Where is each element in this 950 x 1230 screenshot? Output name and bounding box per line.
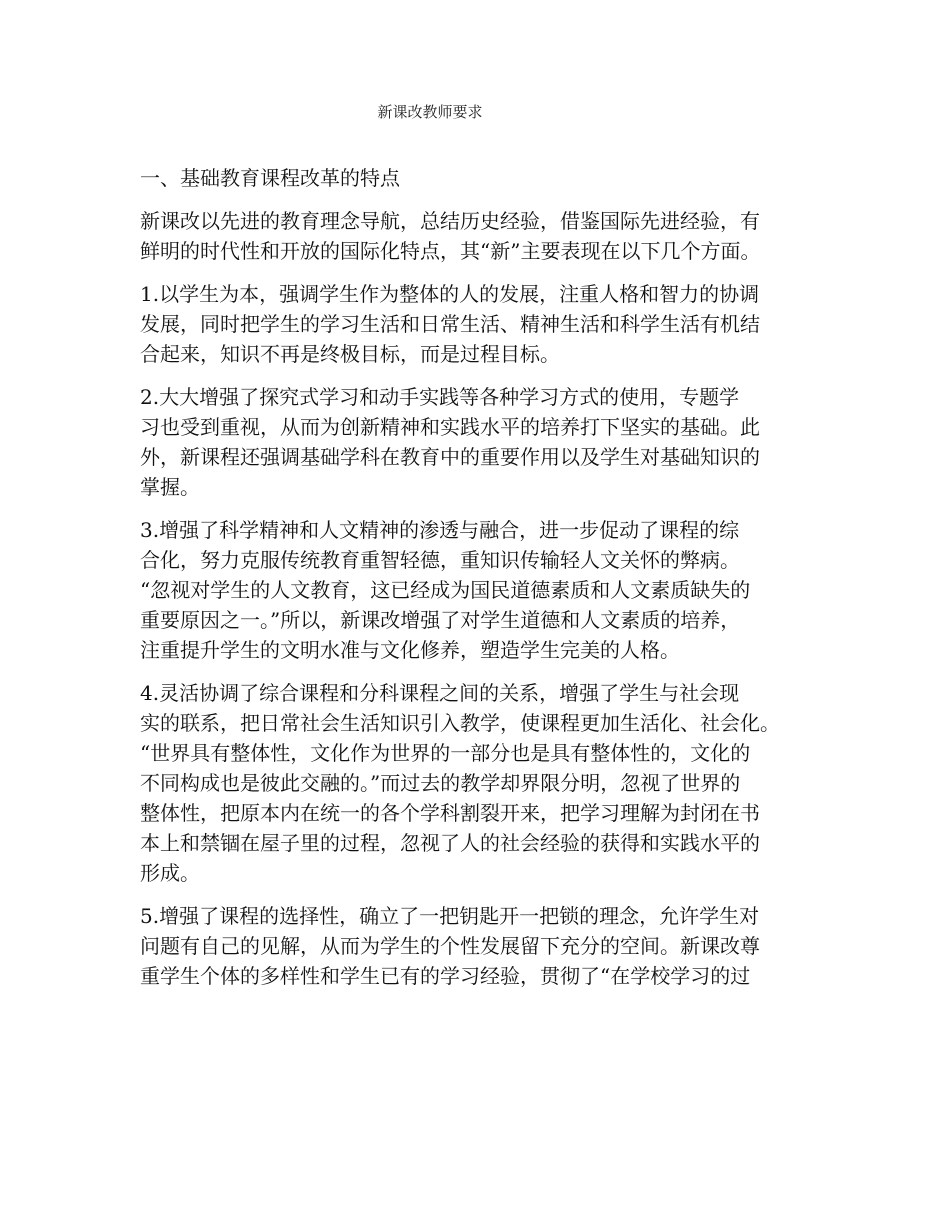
paragraph-line: 重要原因之一。”所以，新课改增强了对学生道德和人文素质的培养，: [140, 608, 741, 632]
paragraph-line: 问题有自己的见解，从而为学生的个性发展留下充分的空间。新课改尊: [140, 934, 760, 958]
paragraph-line: 掌握。: [140, 475, 200, 499]
paragraph-line: 本上和禁锢在屋子里的过程，忽视了人的社会经验的获得和实践水平的: [140, 831, 760, 855]
paragraph-line: 鲜明的时代性和开放的国际化特点，其“新”主要表现在以下几个方面。: [140, 239, 761, 263]
paragraph-line: 实的联系，把日常社会生活知识引入教学，使课程更加生活化、社会化。: [140, 711, 780, 735]
paragraph-line: 不同构成也是彼此交融的。”而过去的教学却界限分明，忽视了世界的: [140, 771, 741, 795]
paragraph-line: 习也受到重视，从而为创新精神和实践水平的培养打下坚实的基础。此: [140, 415, 760, 439]
paragraph-line: 形成。: [140, 861, 200, 885]
paragraph-point-4: [140, 678, 830, 888]
paragraph-intro: [140, 206, 830, 266]
paragraph-point-5: [140, 901, 830, 991]
paragraph-line: 3.增强了科学精神和人文精神的渗透与融合，进一步促动了课程的综: [140, 518, 740, 542]
paragraph-line: 重学生个体的多样性和学生已有的学习经验，贯彻了“在学校学习的过: [140, 964, 751, 988]
paragraph-point-2: [140, 382, 830, 502]
paragraph-line: 注重提升学生的文明水准与文化修养，塑造学生完美的人格。: [140, 638, 680, 662]
section-heading: 一、基础教育课程改革的特点: [140, 166, 400, 190]
paragraph-line: 4.灵活协调了综合课程和分科课程之间的关系，增强了学生与社会现: [140, 681, 740, 705]
paragraph-line: 发展，同时把学生的学习生活和日常生活、精神生活和科学生活有机结: [140, 312, 760, 336]
document-title: 新课改教师要求: [377, 103, 483, 121]
paragraph-line: 合起来，知识不再是终极目标，而是过程目标。: [140, 342, 560, 366]
paragraph-line: 新课改以先进的教育理念导航，总结历史经验，借鉴国际先进经验，有: [140, 209, 760, 233]
paragraph-line: 5.增强了课程的选择性，确立了一把钥匙开一把锁的理念，允许学生对: [140, 904, 760, 928]
paragraph-line: 外，新课程还强调基础学科在教育中的重要作用以及学生对基础知识的: [140, 445, 760, 469]
paragraph-line: 1.以学生为本，强调学生作为整体的人的发展，注重人格和智力的协调: [140, 282, 760, 306]
paragraph-line: “忽视对学生的人文教育，这已经成为国民道德素质和人文素质缺失的: [140, 578, 751, 602]
paragraph-line: “世界具有整体性，文化作为世界的一部分也是具有整体性的，文化的: [140, 741, 751, 765]
paragraph-line: 合化，努力克服传统教育重智轻德，重知识传输轻人文关怀的弊病。: [140, 548, 740, 572]
paragraph-point-3: [140, 515, 830, 665]
paragraph-line: 2.大大增强了探究式学习和动手实践等各种学习方式的使用，专题学: [140, 385, 740, 409]
paragraph-line: 整体性，把原本内在统一的各个学科割裂开来，把学习理解为封闭在书: [140, 801, 760, 825]
paragraph-point-1: [140, 279, 830, 369]
document-body: [140, 163, 830, 1004]
